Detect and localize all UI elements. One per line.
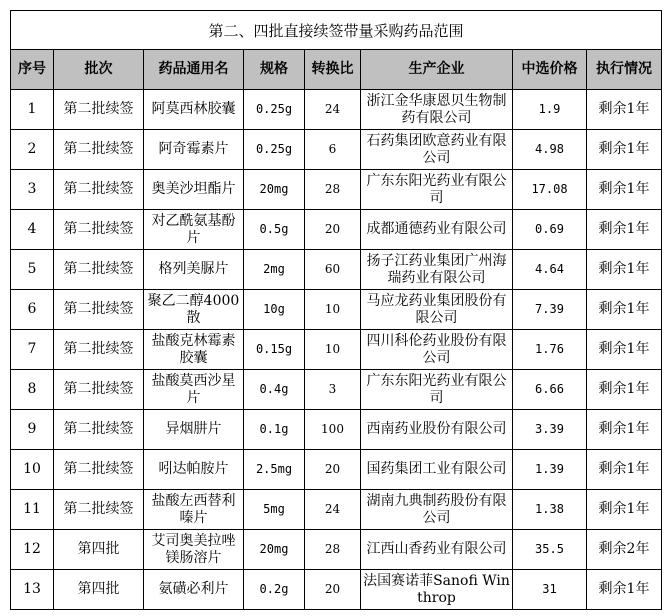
cell-ratio: 28 bbox=[305, 170, 361, 210]
cell-seq: 2 bbox=[11, 130, 54, 170]
cell-manufacturer: 石药集团欧意药业有限公司 bbox=[361, 130, 513, 170]
cell-spec: 0.1g bbox=[244, 410, 305, 450]
cell-batch: 第二批续签 bbox=[54, 490, 144, 530]
cell-status: 剩余1年 bbox=[587, 250, 662, 290]
cell-price: 3.39 bbox=[513, 410, 587, 450]
cell-price: 1.39 bbox=[513, 450, 587, 490]
cell-seq: 4 bbox=[11, 210, 54, 250]
table-row bbox=[11, 530, 662, 570]
cell-batch: 第二批续签 bbox=[54, 330, 144, 370]
cell-batch: 第二批续签 bbox=[54, 410, 144, 450]
cell-seq: 8 bbox=[11, 370, 54, 410]
cell-price: 1.9 bbox=[513, 90, 587, 130]
cell-seq: 5 bbox=[11, 250, 54, 290]
cell-ratio: 6 bbox=[305, 130, 361, 170]
cell-seq: 9 bbox=[11, 410, 54, 450]
cell-spec: 0.4g bbox=[244, 370, 305, 410]
cell-ratio: 60 bbox=[305, 250, 361, 290]
drug-range-table bbox=[10, 10, 662, 610]
cell-drug-name: 阿奇霉素片 bbox=[144, 130, 244, 170]
cell-ratio: 20 bbox=[305, 210, 361, 250]
cell-drug-name: 吲达帕胺片 bbox=[144, 450, 244, 490]
table-row bbox=[11, 450, 662, 490]
cell-manufacturer: 江西山香药业有限公司 bbox=[361, 530, 513, 570]
header-status: 执行情况 bbox=[587, 50, 662, 90]
cell-drug-name: 盐酸莫西沙星片 bbox=[144, 370, 244, 410]
cell-manufacturer: 马应龙药业集团股份有限公司 bbox=[361, 290, 513, 330]
cell-status: 剩余1年 bbox=[587, 210, 662, 250]
cell-price: 35.5 bbox=[513, 530, 587, 570]
cell-drug-name: 异烟肼片 bbox=[144, 410, 244, 450]
header-drug-name: 药品通用名 bbox=[144, 50, 244, 90]
cell-manufacturer: 广东东阳光药业有限公司 bbox=[361, 170, 513, 210]
cell-seq: 6 bbox=[11, 290, 54, 330]
header-batch: 批次 bbox=[54, 50, 144, 90]
cell-price: 7.39 bbox=[513, 290, 587, 330]
cell-spec: 2mg bbox=[244, 250, 305, 290]
cell-ratio: 24 bbox=[305, 490, 361, 530]
table-row bbox=[11, 290, 662, 330]
cell-seq: 3 bbox=[11, 170, 54, 210]
cell-price: 6.66 bbox=[513, 370, 587, 410]
cell-spec: 20mg bbox=[244, 530, 305, 570]
header-row bbox=[11, 50, 662, 90]
cell-spec: 0.5g bbox=[244, 210, 305, 250]
cell-spec: 0.15g bbox=[244, 330, 305, 370]
table-row bbox=[11, 90, 662, 130]
cell-drug-name: 格列美脲片 bbox=[144, 250, 244, 290]
cell-price: 17.08 bbox=[513, 170, 587, 210]
table-row bbox=[11, 330, 662, 370]
cell-drug-name: 奥美沙坦酯片 bbox=[144, 170, 244, 210]
cell-drug-name: 艾司奥美拉唑镁肠溶片 bbox=[144, 530, 244, 570]
cell-manufacturer: 西南药业股份有限公司 bbox=[361, 410, 513, 450]
cell-ratio: 20 bbox=[305, 450, 361, 490]
cell-batch: 第二批续签 bbox=[54, 170, 144, 210]
table-row bbox=[11, 170, 662, 210]
cell-batch: 第二批续签 bbox=[54, 250, 144, 290]
cell-drug-name: 盐酸克林霉素胶囊 bbox=[144, 330, 244, 370]
header-ratio: 转换比 bbox=[305, 50, 361, 90]
cell-manufacturer: 法国赛诺菲Sanofi Winthrop bbox=[361, 570, 513, 610]
cell-seq: 12 bbox=[11, 530, 54, 570]
cell-manufacturer: 成都通德药业有限公司 bbox=[361, 210, 513, 250]
cell-spec: 0.25g bbox=[244, 90, 305, 130]
cell-batch: 第四批 bbox=[54, 530, 144, 570]
cell-spec: 5mg bbox=[244, 490, 305, 530]
cell-spec: 2.5mg bbox=[244, 450, 305, 490]
cell-status: 剩余1年 bbox=[587, 170, 662, 210]
cell-status: 剩余1年 bbox=[587, 410, 662, 450]
cell-spec: 0.2g bbox=[244, 570, 305, 610]
table-title: 第二、四批直接续签带量采购药品范围 bbox=[11, 11, 662, 50]
table-row bbox=[11, 210, 662, 250]
header-seq: 序号 bbox=[11, 50, 54, 90]
cell-batch: 第二批续签 bbox=[54, 210, 144, 250]
cell-seq: 10 bbox=[11, 450, 54, 490]
cell-status: 剩余1年 bbox=[587, 290, 662, 330]
cell-batch: 第二批续签 bbox=[54, 450, 144, 490]
cell-manufacturer: 湖南九典制药股份有限公司 bbox=[361, 490, 513, 530]
cell-batch: 第二批续签 bbox=[54, 370, 144, 410]
cell-batch: 第二批续签 bbox=[54, 290, 144, 330]
cell-status: 剩余1年 bbox=[587, 130, 662, 170]
cell-ratio: 3 bbox=[305, 370, 361, 410]
cell-seq: 11 bbox=[11, 490, 54, 530]
cell-manufacturer: 扬子江药业集团广州海瑞药业有限公司 bbox=[361, 250, 513, 290]
cell-ratio: 28 bbox=[305, 530, 361, 570]
cell-status: 剩余2年 bbox=[587, 530, 662, 570]
cell-status: 剩余1年 bbox=[587, 490, 662, 530]
table-row bbox=[11, 130, 662, 170]
table-row bbox=[11, 570, 662, 610]
cell-ratio: 100 bbox=[305, 410, 361, 450]
table-row bbox=[11, 370, 662, 410]
cell-status: 剩余1年 bbox=[587, 330, 662, 370]
cell-price: 1.76 bbox=[513, 330, 587, 370]
cell-status: 剩余1年 bbox=[587, 370, 662, 410]
cell-price: 1.38 bbox=[513, 490, 587, 530]
cell-batch: 第四批 bbox=[54, 570, 144, 610]
cell-status: 剩余1年 bbox=[587, 570, 662, 610]
header-spec: 规格 bbox=[244, 50, 305, 90]
cell-price: 0.69 bbox=[513, 210, 587, 250]
cell-seq: 1 bbox=[11, 90, 54, 130]
table-row bbox=[11, 250, 662, 290]
cell-price: 31 bbox=[513, 570, 587, 610]
cell-status: 剩余1年 bbox=[587, 450, 662, 490]
cell-drug-name: 氨磺必利片 bbox=[144, 570, 244, 610]
cell-seq: 13 bbox=[11, 570, 54, 610]
table-row bbox=[11, 490, 662, 530]
cell-ratio: 10 bbox=[305, 330, 361, 370]
cell-drug-name: 对乙酰氨基酚片 bbox=[144, 210, 244, 250]
cell-spec: 20mg bbox=[244, 170, 305, 210]
cell-price: 4.64 bbox=[513, 250, 587, 290]
table-row bbox=[11, 410, 662, 450]
cell-batch: 第二批续签 bbox=[54, 130, 144, 170]
cell-status: 剩余1年 bbox=[587, 90, 662, 130]
cell-drug-name: 盐酸左西替利嗪片 bbox=[144, 490, 244, 530]
cell-spec: 10g bbox=[244, 290, 305, 330]
cell-spec: 0.25g bbox=[244, 130, 305, 170]
table-body bbox=[11, 90, 662, 610]
cell-price: 4.98 bbox=[513, 130, 587, 170]
cell-manufacturer: 国药集团工业有限公司 bbox=[361, 450, 513, 490]
cell-seq: 7 bbox=[11, 330, 54, 370]
cell-manufacturer: 四川科伦药业股份有限公司 bbox=[361, 330, 513, 370]
cell-ratio: 24 bbox=[305, 90, 361, 130]
cell-batch: 第二批续签 bbox=[54, 90, 144, 130]
cell-ratio: 20 bbox=[305, 570, 361, 610]
cell-manufacturer: 广东东阳光药业有限公司 bbox=[361, 370, 513, 410]
cell-manufacturer: 浙江金华康恩贝生物制药有限公司 bbox=[361, 90, 513, 130]
header-price: 中选价格 bbox=[513, 50, 587, 90]
cell-ratio: 10 bbox=[305, 290, 361, 330]
cell-drug-name: 聚乙二醇4000散 bbox=[144, 290, 244, 330]
header-manufacturer: 生产企业 bbox=[361, 50, 513, 90]
cell-drug-name: 阿莫西林胶囊 bbox=[144, 90, 244, 130]
